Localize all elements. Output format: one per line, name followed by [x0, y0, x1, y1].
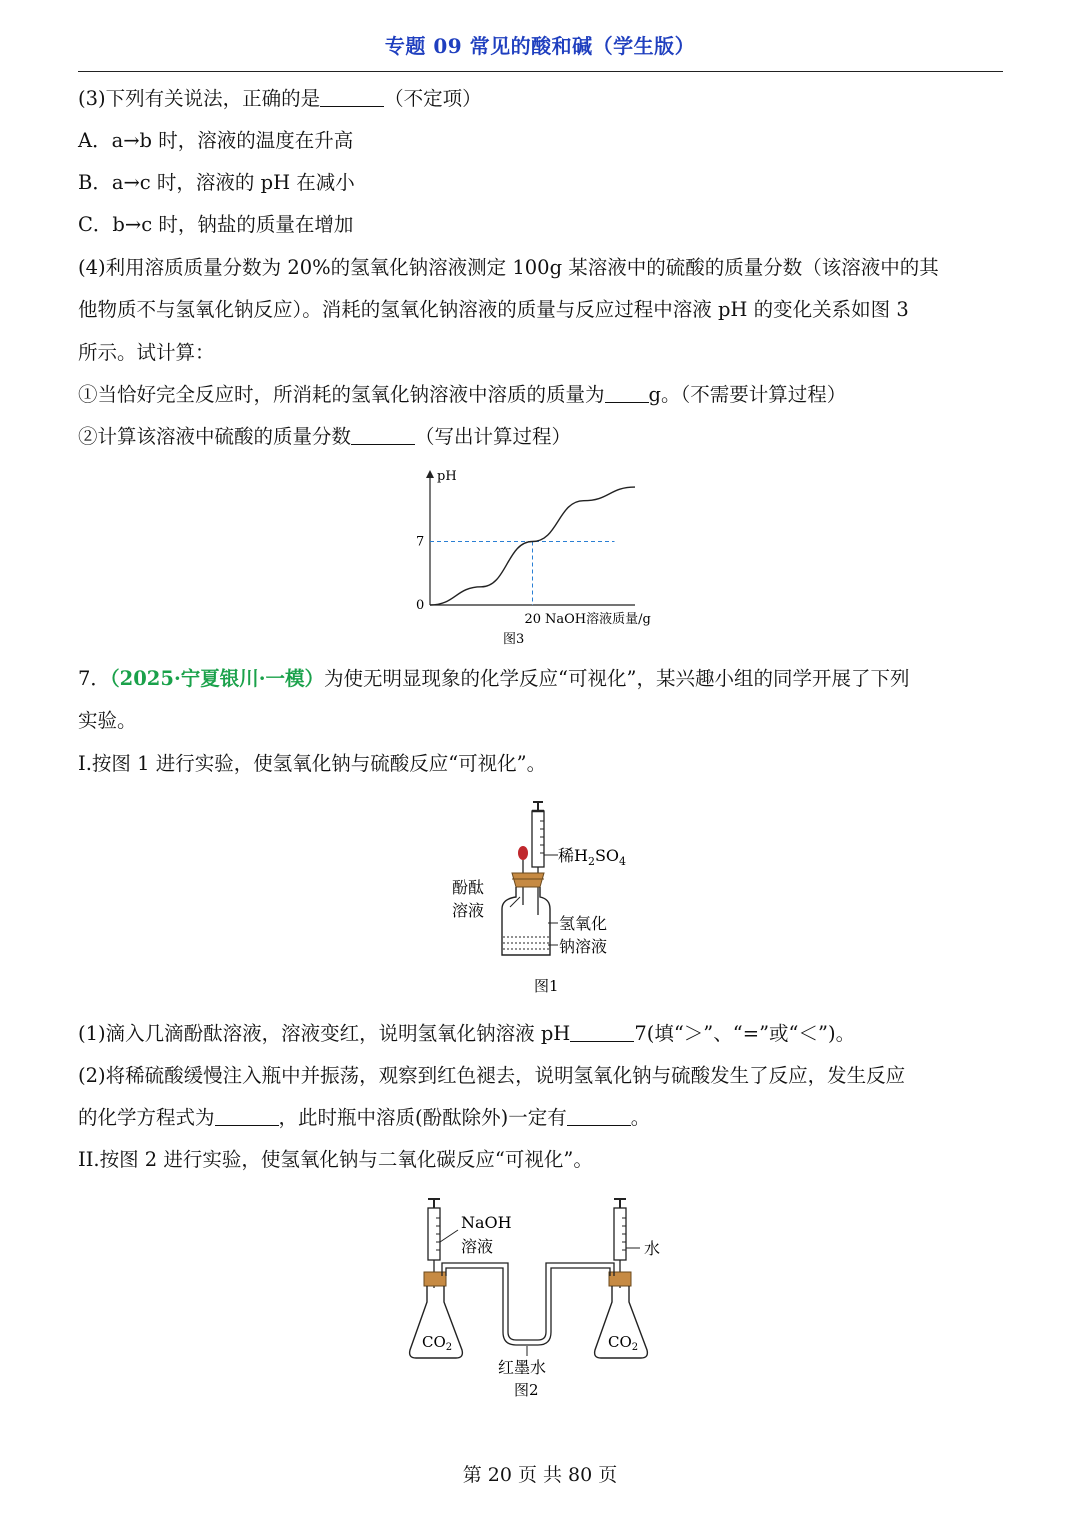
chart-y-tick-0: 0: [416, 598, 425, 613]
naoh-label-1: 氢氧化: [559, 914, 608, 933]
option-c: C．b→c 时，钠盐的质量在增加: [78, 213, 354, 236]
figure2-apparatus: [400, 1190, 670, 1405]
q7-part2: II.按图 2 进行实验，使氢氧化钠与二氧化碳反应“可视化”。: [78, 1148, 593, 1171]
figure1-caption: 图1: [534, 977, 559, 995]
q6-sub2-line: [78, 423, 1003, 451]
q6-sub1-text: ①当恰好完全反应时，所消耗的氢氧化钠溶液中溶质的质量为: [78, 383, 605, 406]
q7-number: 7．: [78, 667, 110, 690]
q7-source: （2025·宁夏银川·一模）: [109, 667, 325, 690]
q6-sub1-tail: g。（不需要计算过程）: [648, 383, 847, 406]
chart-title: 图3: [503, 632, 525, 647]
option-b: B．a→c 时，溶液的 pH 在减小: [78, 171, 355, 194]
q6-sub2-tail: （写出计算过程）: [415, 425, 572, 448]
figure2-caption: 图2: [514, 1381, 539, 1399]
answer-blank[interactable]: [351, 424, 415, 445]
ph-chart: [405, 462, 680, 652]
naoh-solution-label-2: 溶液: [461, 1237, 494, 1256]
red-ink-label: 红墨水: [498, 1358, 547, 1377]
naoh-solution-label-1: NaOH: [461, 1213, 512, 1232]
q6-part3-note: （不定项）: [384, 87, 482, 110]
q6-sub2-text: ②计算该溶液中硫酸的质量分数: [78, 425, 352, 448]
answer-blank[interactable]: [567, 1105, 631, 1126]
q7-sub1-line: [78, 1020, 1003, 1048]
q7-sub2-text: 的化学方程式为: [78, 1106, 215, 1129]
q7-sub2-line2: [78, 1104, 1003, 1132]
q6-part4-line1: (4)利用溶质质量分数为 20%的氢氧化钠溶液测定 100g 某溶液中的硫酸的质量分数（该溶液中的其: [78, 256, 939, 279]
chart-y-arrow: [426, 470, 434, 478]
chart-y-tick-7: 7: [416, 534, 425, 550]
chart-x-tick-20: 20: [524, 612, 542, 627]
naoh-label-2: 钠溶液: [559, 937, 608, 956]
phenolphthalein-label-1: 酚酞: [452, 878, 485, 897]
q7-sub1-text: (1)滴入几滴酚酞溶液，溶液变红，说明氢氧化钠溶液 pH: [78, 1022, 571, 1045]
q7-part1: I.按图 1 进行实验，使氢氧化钠与硫酸反应“可视化”。: [78, 752, 547, 775]
acid-label: 稀$H_2SO_4$: [558, 846, 627, 868]
q6-part4-line2: 他物质不与氢氧化钠反应）。消耗的氢氧化钠溶液的质量与反应过程中溶液 pH 的变化关系如图 3: [78, 298, 909, 321]
page-header-title: 专题 09 常见的酸和碱（学生版）: [384, 34, 696, 58]
phenolphthalein-label-2: 溶液: [452, 901, 485, 920]
answer-blank[interactable]: [570, 1021, 634, 1042]
page-footer: 第 20 页 共 80 页: [462, 1464, 618, 1486]
chart-x-label: NaOH溶液质量/g: [545, 612, 651, 627]
q7-sub2-middle: ，此时瓶中溶质(酚酞除外)一定有: [278, 1106, 567, 1129]
figure1-apparatus: [440, 795, 640, 1000]
co2-left-label: $CO_2$: [422, 1333, 453, 1353]
answer-blank[interactable]: [320, 86, 384, 107]
q7-sub1-tail: 7(填“＞”、“=”或“＜”)。: [634, 1022, 856, 1045]
q6-part4-line3: 所示。试计算：: [78, 341, 215, 364]
q6-part3-line: [78, 85, 1003, 113]
answer-blank[interactable]: [215, 1105, 279, 1126]
q6-sub1-line: [78, 381, 1003, 409]
q7-sub2-line1: (2)将稀硫酸缓慢注入瓶中并振荡，观察到红色褪去，说明氢氧化钠与硫酸发生了反应，发生反应: [78, 1064, 906, 1087]
option-a: A．a→b 时，溶液的温度在升高: [78, 129, 354, 152]
answer-blank[interactable]: [605, 382, 649, 403]
q7-sub2-end: 。: [630, 1106, 651, 1129]
chart-y-label: pH: [437, 469, 457, 484]
water-label: 水: [644, 1239, 661, 1258]
q7-intro: 为使无明显现象的化学反应“可视化”，某兴趣小组的同学开展了下列: [324, 667, 910, 690]
q6-part3-text: (3)下列有关说法，正确的是: [78, 87, 321, 110]
q7-intro-line1: [78, 665, 1003, 693]
co2-right-label: $CO_2$: [608, 1333, 639, 1353]
dropper-bulb: [518, 846, 528, 860]
header-divider: [78, 71, 1003, 72]
q7-intro-line2: 实验。: [78, 709, 137, 732]
